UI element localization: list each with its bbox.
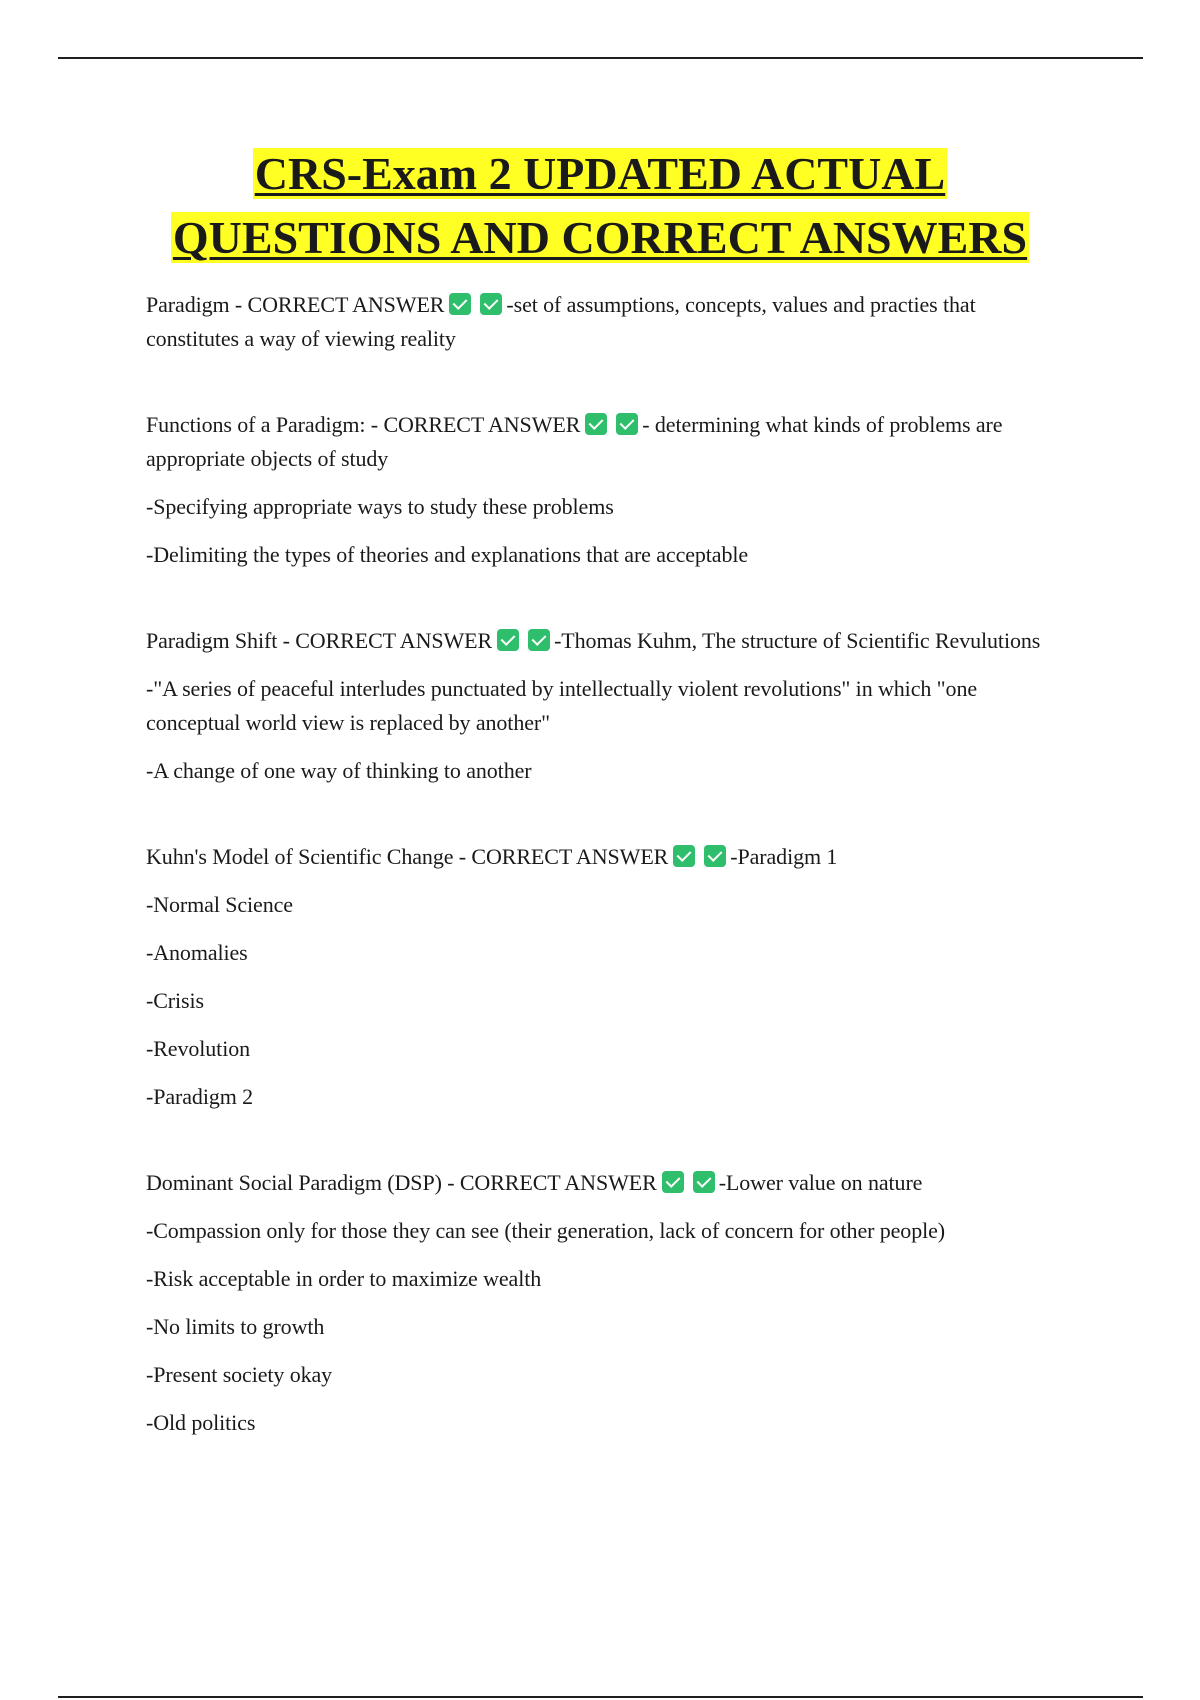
qa-entry xyxy=(146,288,1046,356)
check-box-icon xyxy=(585,413,607,435)
qa-answer-line: -No limits to growth xyxy=(146,1314,325,1339)
qa-answer: -Thomas Kuhm, The structure of Scientific Revulutions xyxy=(554,628,1041,653)
correct-answer-marker: CORRECT ANSWER xyxy=(383,412,581,437)
check-box-icon xyxy=(704,845,726,867)
top-rule xyxy=(58,57,1143,59)
qa-answer-line: -Compassion only for those they can see (their generation, lack of concern for other people) xyxy=(146,1218,946,1243)
qa-answer-line: -Revolution xyxy=(146,1036,251,1061)
check-box-icon xyxy=(480,293,502,315)
qa-term: Paradigm Shift - xyxy=(146,628,296,653)
title-line-2: QUESTIONS AND CORRECT ANSWERS xyxy=(172,212,1028,263)
qa-answer-line: -Delimiting the types of theories and explanations that are acceptable xyxy=(146,542,749,567)
qa-term: Functions of a Paradigm: - xyxy=(146,412,384,437)
qa-question-line xyxy=(146,408,1046,476)
qa-question-line xyxy=(146,624,1046,658)
check-box-icon xyxy=(693,1171,715,1193)
check-box-icon xyxy=(616,413,638,435)
qa-list xyxy=(146,288,1046,1492)
qa-answer: -Lower value on nature xyxy=(718,1170,923,1195)
correct-answer-marker: CORRECT ANSWER xyxy=(295,628,493,653)
check-box-icon xyxy=(449,293,471,315)
check-box-icon xyxy=(528,629,550,651)
title-line-1: CRS-Exam 2 UPDATED ACTUAL xyxy=(254,148,946,199)
qa-answer-line: -Specifying appropriate ways to study these problems xyxy=(146,494,614,519)
qa-answer: -Paradigm 1 xyxy=(730,844,838,869)
qa-entry xyxy=(146,408,1046,572)
qa-answer: - determining what kinds of problems are appropriate objects of study xyxy=(146,412,1003,471)
qa-term: Kuhn's Model of Scientific Change - xyxy=(146,844,472,869)
qa-entry xyxy=(146,1166,1046,1440)
qa-answer-line: -Crisis xyxy=(146,988,204,1013)
qa-answer-line: -Old politics xyxy=(146,1410,256,1435)
correct-answer-marker: CORRECT ANSWER xyxy=(471,844,669,869)
qa-term: Paradigm - xyxy=(146,292,248,317)
qa-question-line xyxy=(146,1166,1046,1200)
qa-answer-line: -Paradigm 2 xyxy=(146,1084,254,1109)
qa-question-line xyxy=(146,840,1046,874)
qa-question-line xyxy=(146,288,1046,356)
qa-answer-line: -Present society okay xyxy=(146,1362,333,1387)
qa-entry xyxy=(146,840,1046,1114)
correct-answer-marker: CORRECT ANSWER xyxy=(459,1170,657,1195)
check-box-icon xyxy=(497,629,519,651)
qa-answer-line: -A change of one way of thinking to another xyxy=(146,758,532,783)
qa-term: Dominant Social Paradigm (DSP) - xyxy=(146,1170,460,1195)
qa-answer-line: -"A series of peaceful interludes punctuated by intellectually violent revolutions" in which "one conceptual world view is replaced by another" xyxy=(146,676,978,735)
qa-answer-line: -Anomalies xyxy=(146,940,248,965)
qa-entry xyxy=(146,624,1046,788)
check-box-icon xyxy=(673,845,695,867)
bottom-rule xyxy=(58,1696,1143,1698)
qa-answer-line: -Normal Science xyxy=(146,892,293,917)
qa-answer: -set of assumptions, concepts, values and practies that constitutes a way of viewing reality xyxy=(146,292,976,351)
qa-answer-line: -Risk acceptable in order to maximize wealth xyxy=(146,1266,542,1291)
correct-answer-marker: CORRECT ANSWER xyxy=(247,292,445,317)
check-box-icon xyxy=(662,1171,684,1193)
page-title xyxy=(0,142,1200,270)
